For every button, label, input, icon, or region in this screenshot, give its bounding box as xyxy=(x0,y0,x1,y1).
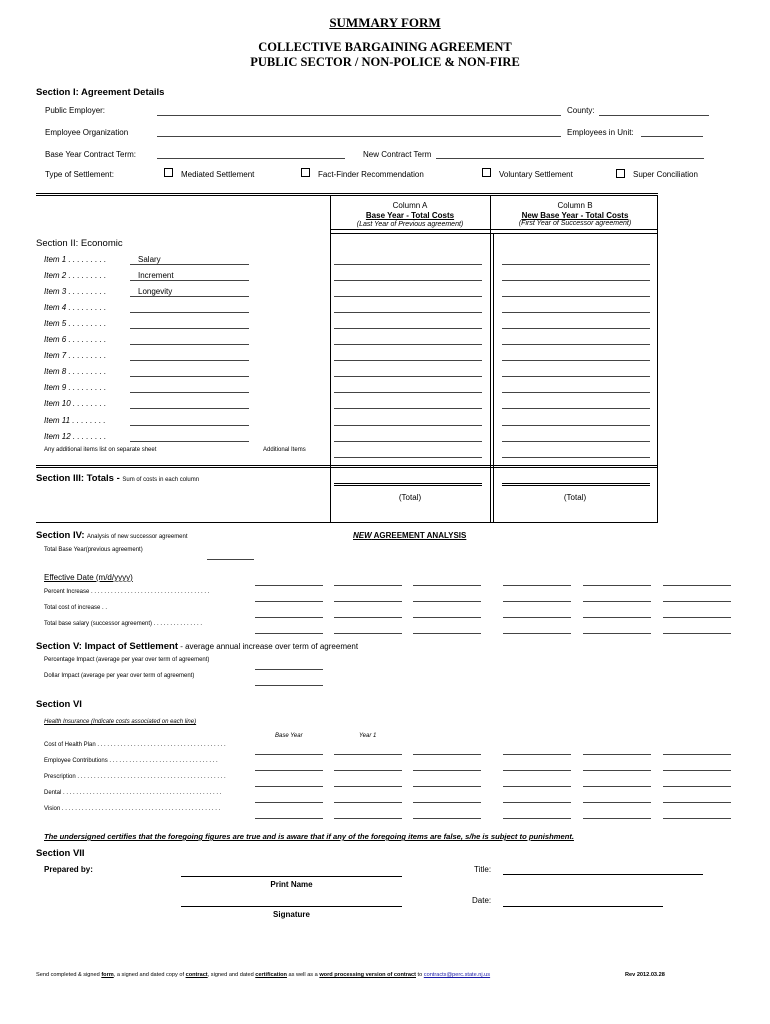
total-a-label: (Total) xyxy=(398,493,422,502)
footer-text-2: , a signed and dated copy of xyxy=(113,972,186,978)
new-contract-term-label: New Contract Term xyxy=(363,150,432,159)
base-year-term-label: Base Year Contract Term: xyxy=(45,150,137,159)
total-base-salary-label: Total base salary (successor agreement) . . . . . . . . . . . . . . . xyxy=(44,621,203,627)
column-a-left-border xyxy=(330,196,331,522)
health-cell[interactable] xyxy=(255,818,323,819)
analysis-rest: AGREEMENT ANALYSIS xyxy=(371,531,467,540)
year1-col-label: Year 1 xyxy=(359,733,377,739)
analysis-cell[interactable] xyxy=(663,585,731,586)
health-cell[interactable] xyxy=(413,754,481,755)
health-cell[interactable] xyxy=(503,802,571,803)
item-field[interactable] xyxy=(130,360,249,361)
health-cell[interactable] xyxy=(413,786,481,787)
voluntary-settlement-label: Voluntary Settlement xyxy=(499,170,573,179)
analysis-cell[interactable] xyxy=(413,601,481,602)
section-3-heading xyxy=(36,473,199,484)
total-a-line[interactable] xyxy=(334,483,482,486)
item-label: Item 12 . . . . . . . . xyxy=(44,432,107,441)
dollar-impact-label: Dollar Impact (average per year over term of agreement) xyxy=(44,673,195,679)
column-a-cell[interactable] xyxy=(334,296,482,297)
employee-org-field[interactable] xyxy=(157,136,561,137)
column-b-cell[interactable] xyxy=(502,264,650,265)
column-b-cell[interactable] xyxy=(502,344,650,345)
analysis-cell[interactable] xyxy=(663,617,731,618)
footer-contract: contract xyxy=(185,972,208,978)
column-b-cell[interactable] xyxy=(502,328,650,329)
health-cell[interactable] xyxy=(255,770,323,771)
item-field[interactable] xyxy=(130,408,249,409)
section-5-title: Section V: Impact of Settlement xyxy=(36,641,178,652)
item-label: Item 6 . . . . . . . . . xyxy=(44,335,107,344)
section-5-heading xyxy=(36,641,358,652)
public-employer-label: Public Employer: xyxy=(45,106,106,115)
analysis-cell[interactable] xyxy=(255,585,323,586)
footer-form: form xyxy=(101,972,114,978)
health-cell[interactable] xyxy=(334,770,402,771)
column-b-cell[interactable] xyxy=(502,360,650,361)
section-2-title: Section II: Economic xyxy=(36,238,123,249)
section-1-title: Section I: Agreement Details xyxy=(36,87,165,98)
fact-finder-checkbox[interactable] xyxy=(301,168,310,177)
health-cell[interactable] xyxy=(663,802,731,803)
analysis-cell[interactable] xyxy=(413,585,481,586)
mediated-settlement-checkbox[interactable] xyxy=(164,168,173,177)
health-cell[interactable] xyxy=(334,802,402,803)
analysis-cell[interactable] xyxy=(334,617,402,618)
section-3-double-rule xyxy=(36,465,658,468)
section-7-title: Section VII xyxy=(36,848,85,859)
dental-label: Dental . . . . . . . . . . . . . . . . . . . . . . . . . . . . . . . . . . . . . . . . . . . . . . . . xyxy=(44,790,222,796)
new-contract-term-field[interactable] xyxy=(436,158,704,159)
analysis-cell[interactable] xyxy=(503,633,571,634)
footer-text-1: Send completed & signed xyxy=(36,972,102,978)
column-b-cell[interactable] xyxy=(502,296,650,297)
column-b-cell[interactable] xyxy=(502,425,650,426)
analysis-cell[interactable] xyxy=(413,633,481,634)
analysis-cell[interactable] xyxy=(583,617,651,618)
health-cell[interactable] xyxy=(503,786,571,787)
analysis-cell[interactable] xyxy=(255,633,323,634)
item-field[interactable] xyxy=(130,280,249,281)
column-a-cell[interactable] xyxy=(334,312,482,313)
total-base-year-label: Total Base Year(previous agreement) xyxy=(44,547,143,553)
analysis-cell[interactable] xyxy=(503,585,571,586)
form-subtitle-2: PUBLIC SECTOR / NON-POLICE & NON-FIRE xyxy=(250,55,520,69)
column-b-subtitle: New Base Year - Total Costs xyxy=(521,211,629,220)
item-label: Item 1 . . . . . . . . . xyxy=(44,255,107,264)
health-cell[interactable] xyxy=(255,786,323,787)
print-name-label: Print Name xyxy=(270,880,313,889)
analysis-cell[interactable] xyxy=(663,633,731,634)
total-cost-increase-label: Total cost of increase . . xyxy=(44,605,108,611)
county-field[interactable] xyxy=(599,115,709,116)
column-a-subtitle: Base Year - Total Costs xyxy=(365,211,455,220)
employee-contributions-label: Employee Contributions . . . . . . . . . . . . . . . . . . . . . . . . . . . . . . . . . xyxy=(44,758,218,764)
fact-finder-label: Fact-Finder Recommendation xyxy=(318,170,424,179)
column-a-note: (Last Year of Previous agreement) xyxy=(356,221,464,228)
analysis-cell[interactable] xyxy=(255,601,323,602)
analysis-cell[interactable] xyxy=(334,633,402,634)
health-cell[interactable] xyxy=(583,754,651,755)
health-cell[interactable] xyxy=(413,802,481,803)
health-cell[interactable] xyxy=(583,802,651,803)
percentage-impact-label: Percentage Impact (average per year over term of agreement) xyxy=(44,657,210,663)
health-cell[interactable] xyxy=(334,754,402,755)
health-cell[interactable] xyxy=(663,786,731,787)
section-6-title: Section VI xyxy=(36,699,82,710)
print-name-field[interactable] xyxy=(181,876,402,877)
health-cell[interactable] xyxy=(503,818,571,819)
health-cell[interactable] xyxy=(334,818,402,819)
analysis-cell[interactable] xyxy=(663,601,731,602)
section-4-note: Analysis of new successor agreement xyxy=(86,534,188,540)
analysis-cell[interactable] xyxy=(334,585,402,586)
vision-label: Vision . . . . . . . . . . . . . . . . . . . . . . . . . . . . . . . . . . . . . . . . . . . . . . . . xyxy=(44,806,221,812)
item-field[interactable] xyxy=(130,264,249,265)
employee-org-label: Employee Organization xyxy=(45,128,129,137)
item-label: Item 7 . . . . . . . . . xyxy=(44,351,107,360)
footer-email-link[interactable]: contracts@perc.state.nj.us xyxy=(423,972,491,978)
column-a-cell[interactable] xyxy=(334,376,482,377)
new-agreement-analysis xyxy=(353,531,466,540)
health-cell[interactable] xyxy=(663,770,731,771)
column-b-cell[interactable] xyxy=(502,441,650,442)
health-cell[interactable] xyxy=(503,754,571,755)
column-b-cell[interactable] xyxy=(502,457,650,458)
column-a-cell[interactable] xyxy=(334,392,482,393)
item-field[interactable] xyxy=(130,344,249,345)
total-b-line[interactable] xyxy=(502,483,650,486)
dollar-impact-field[interactable] xyxy=(255,685,323,686)
column-a-cell[interactable] xyxy=(334,425,482,426)
column-b-note: (First Year of Successor agreement) xyxy=(518,220,632,227)
mediated-settlement-label: Mediated Settlement xyxy=(181,170,255,179)
title-field[interactable] xyxy=(503,874,703,875)
health-cell[interactable] xyxy=(663,754,731,755)
column-a-cell[interactable] xyxy=(334,457,482,458)
employees-in-unit-field[interactable] xyxy=(641,136,703,137)
column-header-rule xyxy=(330,229,658,230)
top-double-rule xyxy=(36,193,658,196)
column-b-cell[interactable] xyxy=(502,392,650,393)
analysis-cell[interactable] xyxy=(503,601,571,602)
column-a-cell[interactable] xyxy=(334,264,482,265)
health-cell[interactable] xyxy=(255,802,323,803)
signature-label: Signature xyxy=(273,910,310,919)
item-label: Item 11 . . . . . . . . xyxy=(44,416,106,425)
health-cell[interactable] xyxy=(583,770,651,771)
health-cell[interactable] xyxy=(255,754,323,755)
analysis-cell[interactable] xyxy=(334,601,402,602)
super-conciliation-label: Super Conciliation xyxy=(633,170,698,179)
item-value: Salary xyxy=(138,255,161,264)
column-a-cell[interactable] xyxy=(334,360,482,361)
base-year-col-label: Base Year xyxy=(275,733,303,739)
voluntary-settlement-checkbox[interactable] xyxy=(482,168,491,177)
item-field[interactable] xyxy=(130,441,249,442)
column-a-cell[interactable] xyxy=(334,280,482,281)
footer-instructions xyxy=(36,972,490,978)
item-label: Item 3 . . . . . . . . . xyxy=(44,287,107,296)
section-3-bottom-rule xyxy=(36,522,658,523)
additional-items-note: Any additional items list on separate sheet xyxy=(44,447,157,453)
health-cell[interactable] xyxy=(334,786,402,787)
employees-in-unit-label: Employees in Unit: xyxy=(567,128,634,137)
item-label: Item 4 . . . . . . . . . xyxy=(44,303,107,312)
county-label: County: xyxy=(567,106,595,115)
column-a-title: Column A xyxy=(392,201,428,210)
analysis-cell[interactable] xyxy=(503,617,571,618)
footer-text-3: , signed and dated xyxy=(207,972,256,978)
column-b-cell[interactable] xyxy=(502,408,650,409)
item-field[interactable] xyxy=(130,328,249,329)
additional-items-label: Additional Items xyxy=(263,447,306,453)
section-5-note: - average annual increase over term of agreement xyxy=(178,642,359,651)
column-header-rule-2 xyxy=(330,233,658,234)
item-label: Item 2 . . . . . . . . . xyxy=(44,271,107,280)
item-label: Item 10 . . . . . . . . xyxy=(44,399,107,408)
health-cell[interactable] xyxy=(413,818,481,819)
form-title: SUMMARY FORM xyxy=(329,15,441,30)
type-of-settlement-label: Type of Settlement: xyxy=(45,170,114,179)
item-value: Increment xyxy=(138,271,174,280)
item-label: Item 8 . . . . . . . . . xyxy=(44,367,107,376)
health-cell[interactable] xyxy=(663,818,731,819)
analysis-cell[interactable] xyxy=(583,601,651,602)
form-subtitle-1: COLLECTIVE BARGAINING AGREEMENT xyxy=(258,40,512,54)
health-cell[interactable] xyxy=(583,786,651,787)
health-cell[interactable] xyxy=(583,818,651,819)
analysis-cell[interactable] xyxy=(583,633,651,634)
item-field[interactable] xyxy=(130,376,249,377)
analysis-new-word: NEW xyxy=(353,531,372,540)
column-divider-2 xyxy=(493,233,494,522)
section-3-title: Section III: Totals - xyxy=(36,473,123,484)
section-3-note: Sum of costs in each column xyxy=(122,477,200,483)
item-field[interactable] xyxy=(130,296,249,297)
health-cell[interactable] xyxy=(413,770,481,771)
item-field[interactable] xyxy=(130,312,249,313)
revision-label: Rev 2012.03.28 xyxy=(625,972,665,978)
effective-date-label: Effective Date (m/d/yyyy) xyxy=(44,573,133,582)
item-field[interactable] xyxy=(130,425,249,426)
column-a-cell[interactable] xyxy=(334,441,482,442)
footer-certification: certification xyxy=(255,972,287,978)
certification-statement: The undersigned certifies that the foregoing figures are true and is aware that if any of the foregoing items are false, s/he is subject to punishment. xyxy=(44,832,574,841)
section-4-heading xyxy=(36,530,188,541)
total-b-label: (Total) xyxy=(563,493,587,502)
column-b-cell[interactable] xyxy=(502,312,650,313)
column-b-cell[interactable] xyxy=(502,280,650,281)
analysis-cell[interactable] xyxy=(583,585,651,586)
column-a-cell[interactable] xyxy=(334,328,482,329)
date-label: Date: xyxy=(472,896,492,905)
prescription-label: Prescription . . . . . . . . . . . . . . . . . . . . . . . . . . . . . . . . . . . . . . . . . . . . . xyxy=(44,774,226,780)
title-label: Title: xyxy=(474,865,492,874)
footer-text-5: to xyxy=(416,972,424,978)
prepared-by-label: Prepared by: xyxy=(44,865,93,874)
analysis-cell[interactable] xyxy=(255,617,323,618)
column-divider-1 xyxy=(490,196,491,522)
super-conciliation-checkbox[interactable] xyxy=(616,169,625,178)
percent-increase-label: Percent Increase . . . . . . . . . . . . . . . . . . . . . . . . . . . . . . . . . . . . xyxy=(44,589,210,595)
health-cell[interactable] xyxy=(503,770,571,771)
percentage-impact-field[interactable] xyxy=(255,669,323,670)
column-b-cell[interactable] xyxy=(502,376,650,377)
footer-wpv: word processing version of contract xyxy=(319,972,416,978)
public-employer-field[interactable] xyxy=(157,115,561,116)
total-base-year-field[interactable] xyxy=(207,559,254,560)
signature-field[interactable] xyxy=(181,906,402,907)
analysis-cell[interactable] xyxy=(413,617,481,618)
date-field[interactable] xyxy=(503,906,663,907)
section-4-title: Section IV: xyxy=(36,530,85,541)
item-field[interactable] xyxy=(130,392,249,393)
column-b-title: Column B xyxy=(557,201,593,210)
item-value: Longevity xyxy=(138,287,173,296)
column-a-cell[interactable] xyxy=(334,408,482,409)
cost-of-health-plan-label: Cost of Health Plan . . . . . . . . . . . . . . . . . . . . . . . . . . . . . . . . . . . . . . . xyxy=(44,742,226,748)
item-label: Item 9 . . . . . . . . . xyxy=(44,383,107,392)
column-b-right-border xyxy=(657,196,658,522)
item-label: Item 5 . . . . . . . . . xyxy=(44,319,107,328)
health-insurance-label: Health Insurance (Indicate costs associated on each line) xyxy=(44,719,197,725)
column-a-cell[interactable] xyxy=(334,344,482,345)
base-year-term-field[interactable] xyxy=(157,158,345,159)
footer-text-4: as well as a xyxy=(286,972,320,978)
